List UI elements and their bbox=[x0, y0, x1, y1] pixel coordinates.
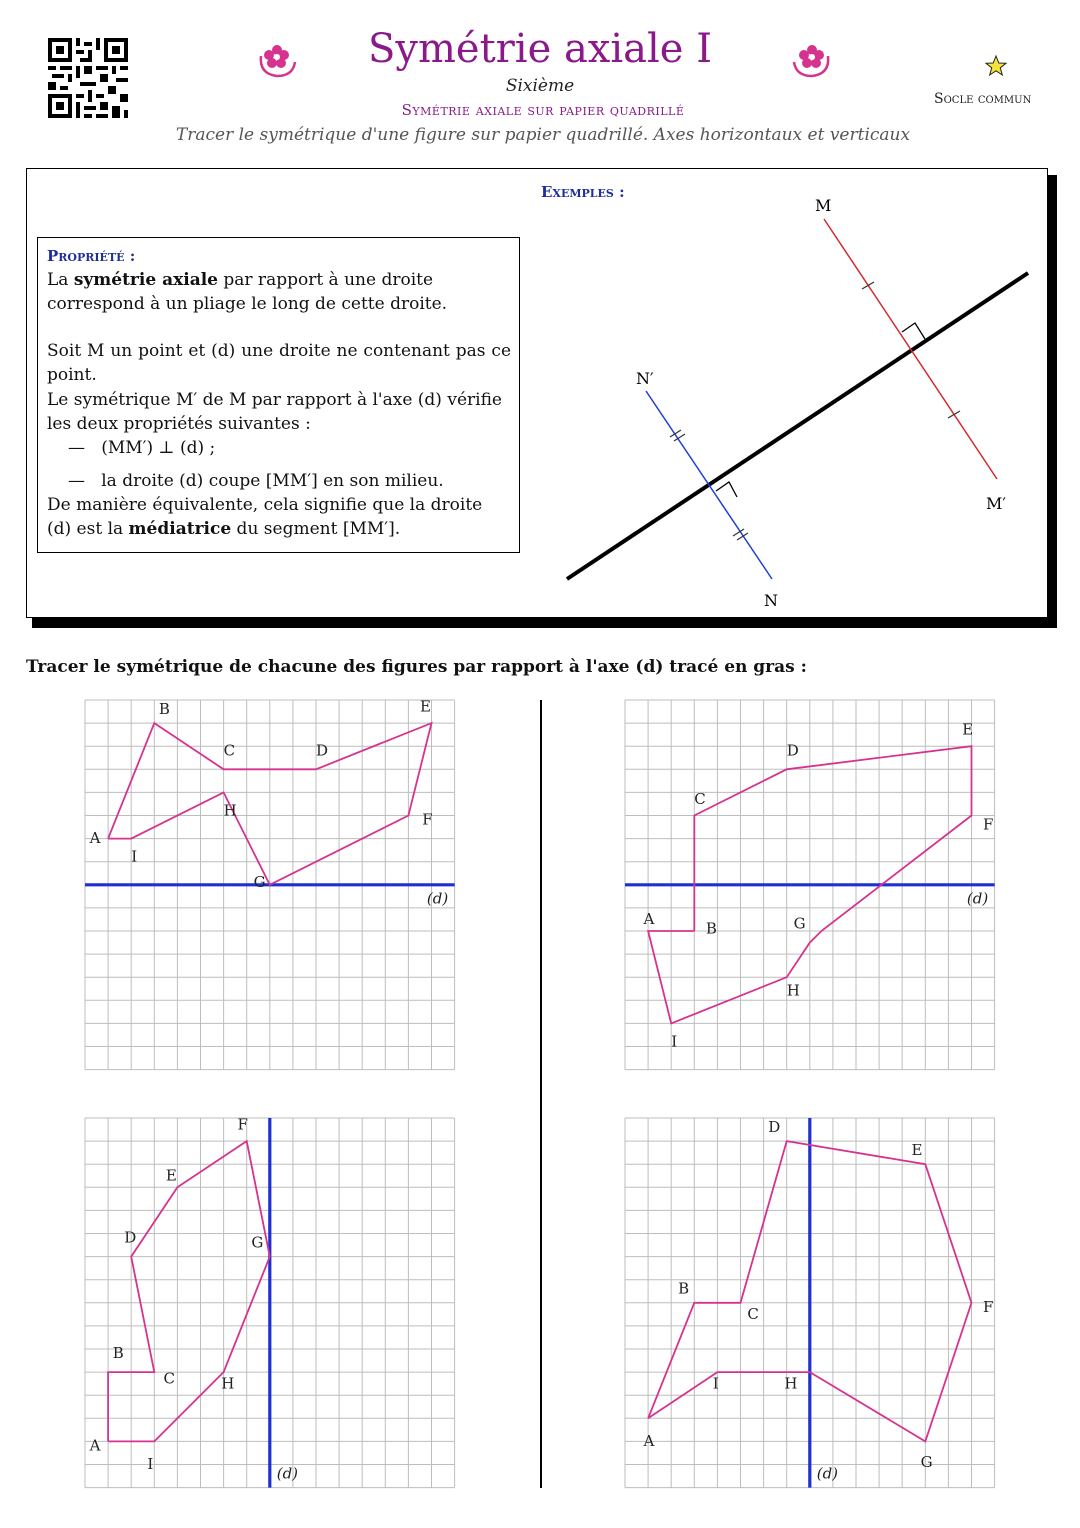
vertex-label: H bbox=[786, 981, 800, 1000]
socle-label: Socle commun bbox=[934, 91, 1032, 107]
label-M: M bbox=[815, 196, 832, 215]
section-title: Symétrie axiale sur papier quadrillé bbox=[401, 101, 685, 119]
vertex-label: F bbox=[422, 810, 433, 829]
vertex-label: H bbox=[784, 1374, 798, 1393]
vertex-label: H bbox=[221, 1374, 235, 1393]
vertex-label: B bbox=[705, 919, 717, 938]
vertex-label: I bbox=[147, 1455, 154, 1474]
label-M-prime: M′ bbox=[986, 494, 1007, 513]
vertex-label: G bbox=[920, 1452, 933, 1471]
label-N: N bbox=[764, 591, 778, 610]
axis-label: (d) bbox=[816, 1464, 839, 1483]
vertex-label: F bbox=[983, 815, 994, 834]
vertex-label: C bbox=[163, 1369, 176, 1388]
vertex-label: A bbox=[89, 829, 101, 848]
vertex-label: H bbox=[223, 801, 237, 820]
objective-text: Tracer le symétrique d'une figure sur papier quadrillé. Axes horizontaux et verticaux bbox=[175, 125, 911, 145]
vertex-label: I bbox=[671, 1032, 678, 1051]
vertex-label: F bbox=[237, 1115, 248, 1134]
figure-polygon bbox=[108, 1141, 270, 1441]
vertex-label: A bbox=[89, 1436, 101, 1455]
vertex-label: G bbox=[793, 914, 806, 933]
examples-title: Exemples : bbox=[541, 183, 625, 201]
axis-label: (d) bbox=[426, 889, 449, 908]
property-item-2: — la droite (d) coupe [MM′] en son milieu. bbox=[68, 471, 444, 491]
page-title: Symétrie axiale I bbox=[367, 26, 712, 72]
vertex-label: E bbox=[165, 1166, 177, 1185]
property-paragraph-2: Soit M un point et (d) une droite ne contenant pas ce point. bbox=[47, 341, 511, 385]
vertex-label: C bbox=[694, 789, 706, 808]
vertex-label: G bbox=[253, 873, 266, 892]
vertex-label: I bbox=[712, 1374, 719, 1393]
vertex-label: E bbox=[911, 1140, 923, 1159]
axis-label: (d) bbox=[276, 1464, 299, 1483]
property-paragraph-4: De manière équivalente, cela signifie que la droite (d) est la médiatrice du segment [MM′]. bbox=[47, 495, 483, 539]
exercise-grid bbox=[85, 698, 455, 1070]
examples-diagram bbox=[0, 0, 1080, 640]
property-paragraph-3: Le symétrique M′ de M par rapport à l'axe (d) vérifie les deux propriétés suivantes : bbox=[47, 390, 502, 434]
vertex-label: A bbox=[643, 910, 655, 929]
property-paragraph-1: La symétrie axiale par rapport à une droite correspond à un pliage le long de cette droite. bbox=[47, 270, 448, 314]
vertex-label: E bbox=[962, 720, 974, 739]
label-N-prime: N′ bbox=[636, 369, 654, 388]
vertex-label: F bbox=[983, 1298, 994, 1317]
vertex-label: D bbox=[124, 1228, 137, 1247]
vertex-label: B bbox=[112, 1344, 124, 1363]
exercise-grid bbox=[85, 1116, 455, 1488]
exercise-grid bbox=[625, 1118, 995, 1488]
property-item-1: — (MM′) ⊥ (d) ; bbox=[68, 438, 216, 458]
exercise-instruction: Tracer le symétrique de chacune des figures par rapport à l'axe (d) tracé en gras : bbox=[26, 657, 807, 677]
vertex-label: B bbox=[158, 699, 170, 718]
axis-label: (d) bbox=[966, 889, 989, 908]
property-title: Propriété : bbox=[47, 247, 136, 265]
level-label: Sixième bbox=[505, 76, 575, 96]
vertex-label: A bbox=[643, 1432, 655, 1451]
vertex-label: C bbox=[747, 1304, 759, 1323]
vertex-label: D bbox=[316, 741, 329, 760]
vertex-label: I bbox=[131, 847, 138, 866]
vertex-label: D bbox=[786, 741, 799, 760]
vertex-label: D bbox=[768, 1117, 781, 1136]
exercise-grids bbox=[0, 690, 1080, 1528]
exercise-grid bbox=[625, 700, 995, 1070]
vertex-label: E bbox=[419, 697, 431, 716]
vertex-label: G bbox=[251, 1233, 264, 1252]
vertex-label: B bbox=[678, 1279, 690, 1298]
vertex-label: C bbox=[223, 741, 236, 760]
